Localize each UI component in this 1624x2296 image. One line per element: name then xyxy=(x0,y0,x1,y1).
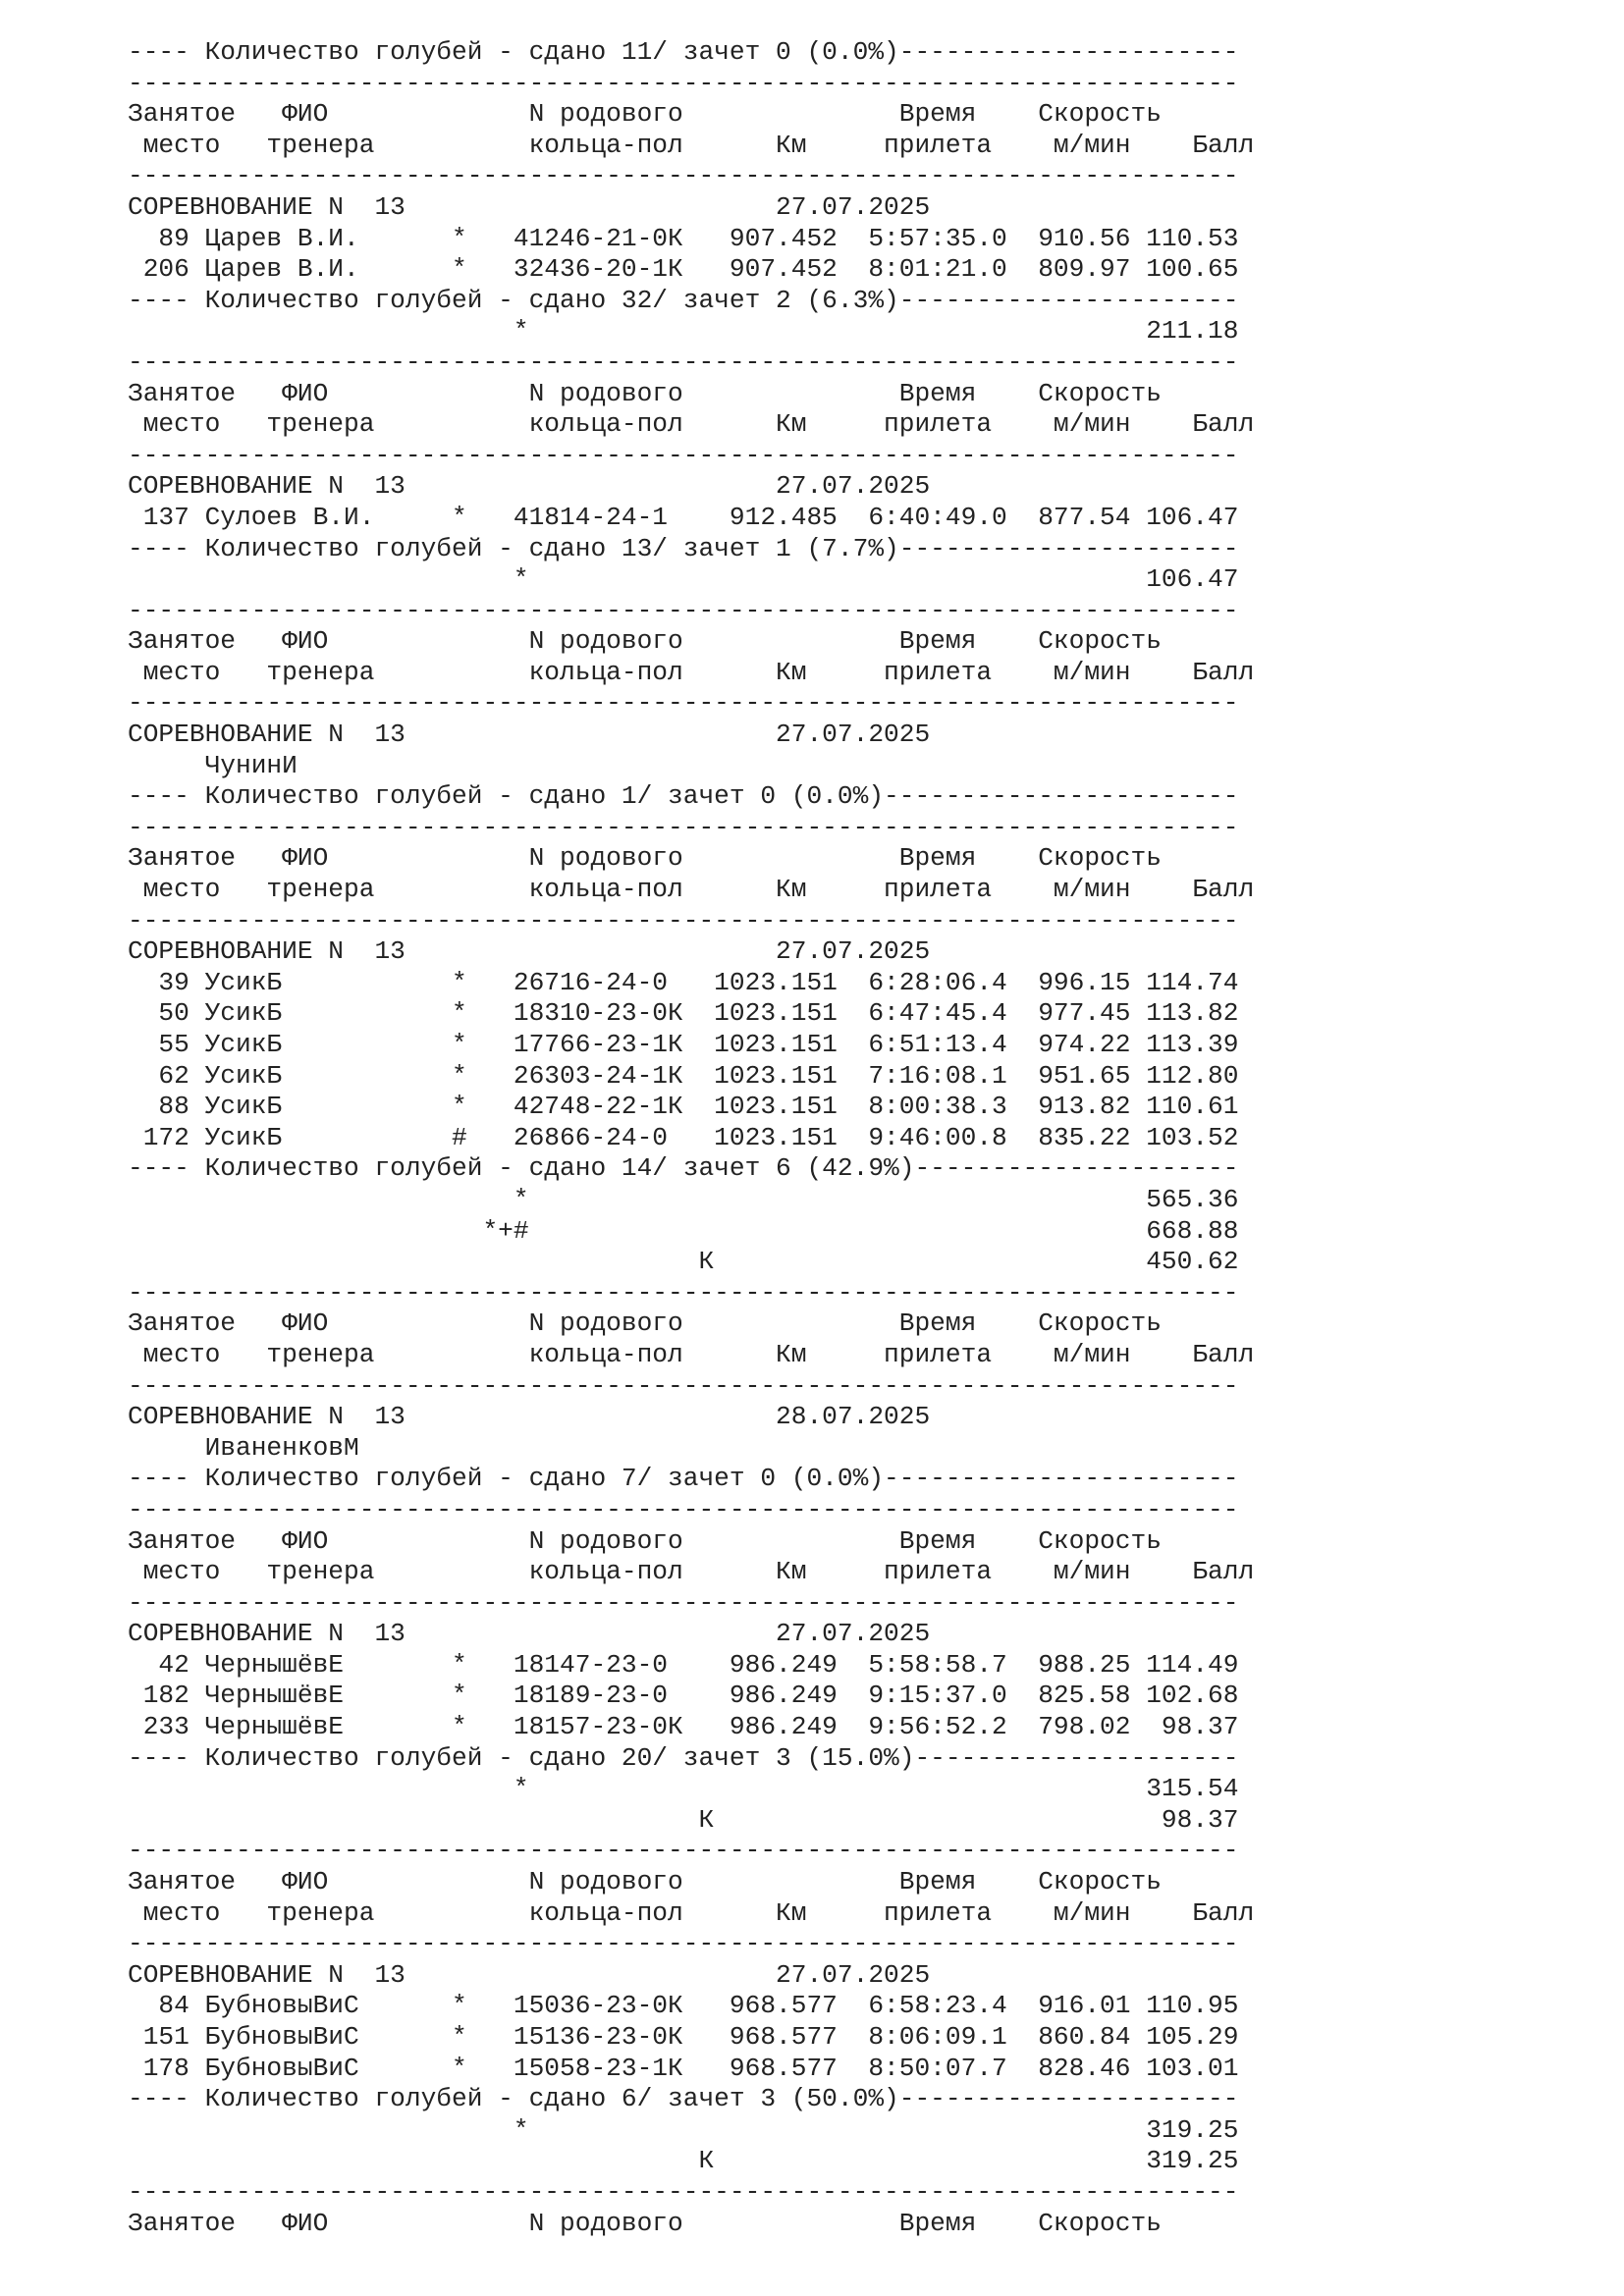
competition-header: СОРЕВНОВАНИЕ N 13 28.07.2025 xyxy=(128,1402,931,1432)
competition-header: СОРЕВНОВАНИЕ N 13 27.07.2025 xyxy=(128,191,931,222)
summary-line: ---- Количество голубей - сдано 11/ зачет 0 (0.0%)---------------------- xyxy=(128,37,1239,67)
result-row: 178 БубновыВиС * 15058-23-1К 968.577 8:50:07.7 828.46 103.01 xyxy=(128,2053,1239,2083)
separator-line: ------------------------------------------------------------------------ xyxy=(128,1277,1239,1308)
separator-line: ------------------------------------------------------------------------ xyxy=(128,595,1239,625)
score-total-line: * 211.18 xyxy=(128,316,1239,347)
score-total-line: * 565.36 xyxy=(128,1184,1239,1214)
score-total-line: К 319.25 xyxy=(128,2146,1239,2176)
separator-line: ------------------------------------------------------------------------ xyxy=(128,1929,1239,1959)
score-total-line: * 315.54 xyxy=(128,1774,1239,1804)
score-total-line: К 450.62 xyxy=(128,1247,1239,1277)
summary-line: ---- Количество голубей - сдано 32/ зачет 2 (6.3%)---------------------- xyxy=(128,285,1239,315)
column-header-line: Занятое ФИО N родового Время Скорость xyxy=(128,2208,1162,2238)
column-header-line: место тренера кольца-пол Км прилета м/мин Балл xyxy=(128,875,1255,905)
result-row: 206 Царев В.И. * 32436-20-1К 907.452 8:01:21.0 809.97 100.65 xyxy=(128,254,1239,285)
column-header-line: Занятое ФИО N родового Время Скорость xyxy=(128,843,1162,874)
column-header-line: место тренера кольца-пол Км прилета м/мин Балл xyxy=(128,130,1255,160)
column-header-line: Занятое ФИО N родового Время Скорость xyxy=(128,99,1162,130)
separator-line: ------------------------------------------------------------------------ xyxy=(128,905,1239,935)
column-header-line: Занятое ФИО N родового Время Скорость xyxy=(128,1308,1162,1339)
competition-header: СОРЕВНОВАНИЕ N 13 27.07.2025 xyxy=(128,936,931,967)
result-row: 39 УсикБ * 26716-24-0 1023.151 6:28:06.4 996.15 114.74 xyxy=(128,967,1239,997)
column-header-line: Занятое ФИО N родового Время Скорость xyxy=(128,1525,1162,1556)
column-header-line: Занятое ФИО N родового Время Скорость xyxy=(128,626,1162,657)
result-row: 89 Царев В.И. * 41246-21-0К 907.452 5:57:35.0 910.56 110.53 xyxy=(128,223,1239,253)
separator-line: ------------------------------------------------------------------------ xyxy=(128,2176,1239,2207)
result-row: 172 УсикБ # 26866-24-0 1023.151 9:46:00.8 835.22 103.52 xyxy=(128,1122,1239,1152)
competition-header: СОРЕВНОВАНИЕ N 13 27.07.2025 xyxy=(128,471,931,502)
separator-line: ------------------------------------------------------------------------ xyxy=(128,161,1239,191)
separator-line: ------------------------------------------------------------------------ xyxy=(128,1836,1239,1866)
result-row: 182 ЧернышёвЕ * 18189-23-0 986.249 9:15:37.0 825.58 102.68 xyxy=(128,1681,1239,1711)
result-row: 137 Сулоев В.И. * 41814-24-1 912.485 6:40:49.0 877.54 106.47 xyxy=(128,502,1239,532)
column-header-line: место тренера кольца-пол Км прилета м/мин Балл xyxy=(128,1557,1255,1587)
result-row: 84 БубновыВиС * 15036-23-0К 968.577 6:58:23.4 916.01 110.95 xyxy=(128,1991,1239,2021)
separator-line: ------------------------------------------------------------------------ xyxy=(128,440,1239,470)
result-row: 55 УсикБ * 17766-23-1К 1023.151 6:51:13.4 974.22 113.39 xyxy=(128,1030,1239,1059)
result-row: 233 ЧернышёвЕ * 18157-23-0К 986.249 9:56:52.2 798.02 98.37 xyxy=(128,1712,1239,1742)
separator-line: ------------------------------------------------------------------------ xyxy=(128,1370,1239,1401)
column-header-line: место тренера кольца-пол Км прилета м/мин Балл xyxy=(128,1339,1255,1369)
result-row: 88 УсикБ * 42748-22-1К 1023.151 8:00:38.3 913.82 110.61 xyxy=(128,1092,1239,1122)
column-header-line: Занятое ФИО N родового Время Скорость xyxy=(128,1867,1162,1897)
summary-line: ---- Количество голубей - сдано 1/ зачет 0 (0.0%)----------------------- xyxy=(128,781,1239,812)
result-row: 62 УсикБ * 26303-24-1К 1023.151 7:16:08.1 951.65 112.80 xyxy=(128,1060,1239,1091)
results-printout xyxy=(128,37,1254,2239)
column-header-line: место тренера кольца-пол Км прилета м/мин Балл xyxy=(128,1897,1255,1928)
summary-line: ---- Количество голубей - сдано 13/ зачет 1 (7.7%)---------------------- xyxy=(128,533,1239,563)
summary-line: ---- Количество голубей - сдано 14/ зачет 6 (42.9%)--------------------- xyxy=(128,1153,1239,1184)
competition-header: СОРЕВНОВАНИЕ N 13 27.07.2025 xyxy=(128,1619,931,1649)
summary-line: ---- Количество голубей - сдано 20/ зачет 3 (15.0%)--------------------- xyxy=(128,1742,1239,1773)
summary-line: ---- Количество голубей - сдано 6/ зачет 3 (50.0%)---------------------- xyxy=(128,2084,1239,2114)
score-total-line: К 98.37 xyxy=(128,1804,1239,1835)
score-total-line: * 319.25 xyxy=(128,2114,1239,2145)
column-header-line: место тренера кольца-пол Км прилета м/мин Балл xyxy=(128,657,1255,687)
score-total-line: *+# 668.88 xyxy=(128,1215,1239,1246)
result-row: 42 ЧернышёвЕ * 18147-23-0 986.249 5:58:58.7 988.25 114.49 xyxy=(128,1649,1239,1680)
fancier-name-line: ИваненковМ xyxy=(128,1432,359,1463)
result-row: 151 БубновыВиС * 15136-23-0К 968.577 8:06:09.1 860.84 105.29 xyxy=(128,2022,1239,2052)
result-row: 50 УсикБ * 18310-23-0К 1023.151 6:47:45.4 977.45 113.82 xyxy=(128,998,1239,1029)
separator-line: ------------------------------------------------------------------------ xyxy=(128,347,1239,377)
competition-header: СОРЕВНОВАНИЕ N 13 27.07.2025 xyxy=(128,720,931,750)
fancier-name-line: ЧунинИ xyxy=(128,750,298,780)
separator-line: ------------------------------------------------------------------------ xyxy=(128,1494,1239,1524)
separator-line: ------------------------------------------------------------------------ xyxy=(128,68,1239,98)
score-total-line: * 106.47 xyxy=(128,564,1239,595)
column-header-line: Занятое ФИО N родового Время Скорость xyxy=(128,378,1162,408)
separator-line: ------------------------------------------------------------------------ xyxy=(128,688,1239,719)
separator-line: ------------------------------------------------------------------------ xyxy=(128,1587,1239,1618)
column-header-line: место тренера кольца-пол Км прилета м/мин Балл xyxy=(128,409,1255,440)
separator-line: ------------------------------------------------------------------------ xyxy=(128,812,1239,842)
summary-line: ---- Количество голубей - сдано 7/ зачет 0 (0.0%)----------------------- xyxy=(128,1464,1239,1494)
competition-header: СОРЕВНОВАНИЕ N 13 27.07.2025 xyxy=(128,1959,931,1990)
